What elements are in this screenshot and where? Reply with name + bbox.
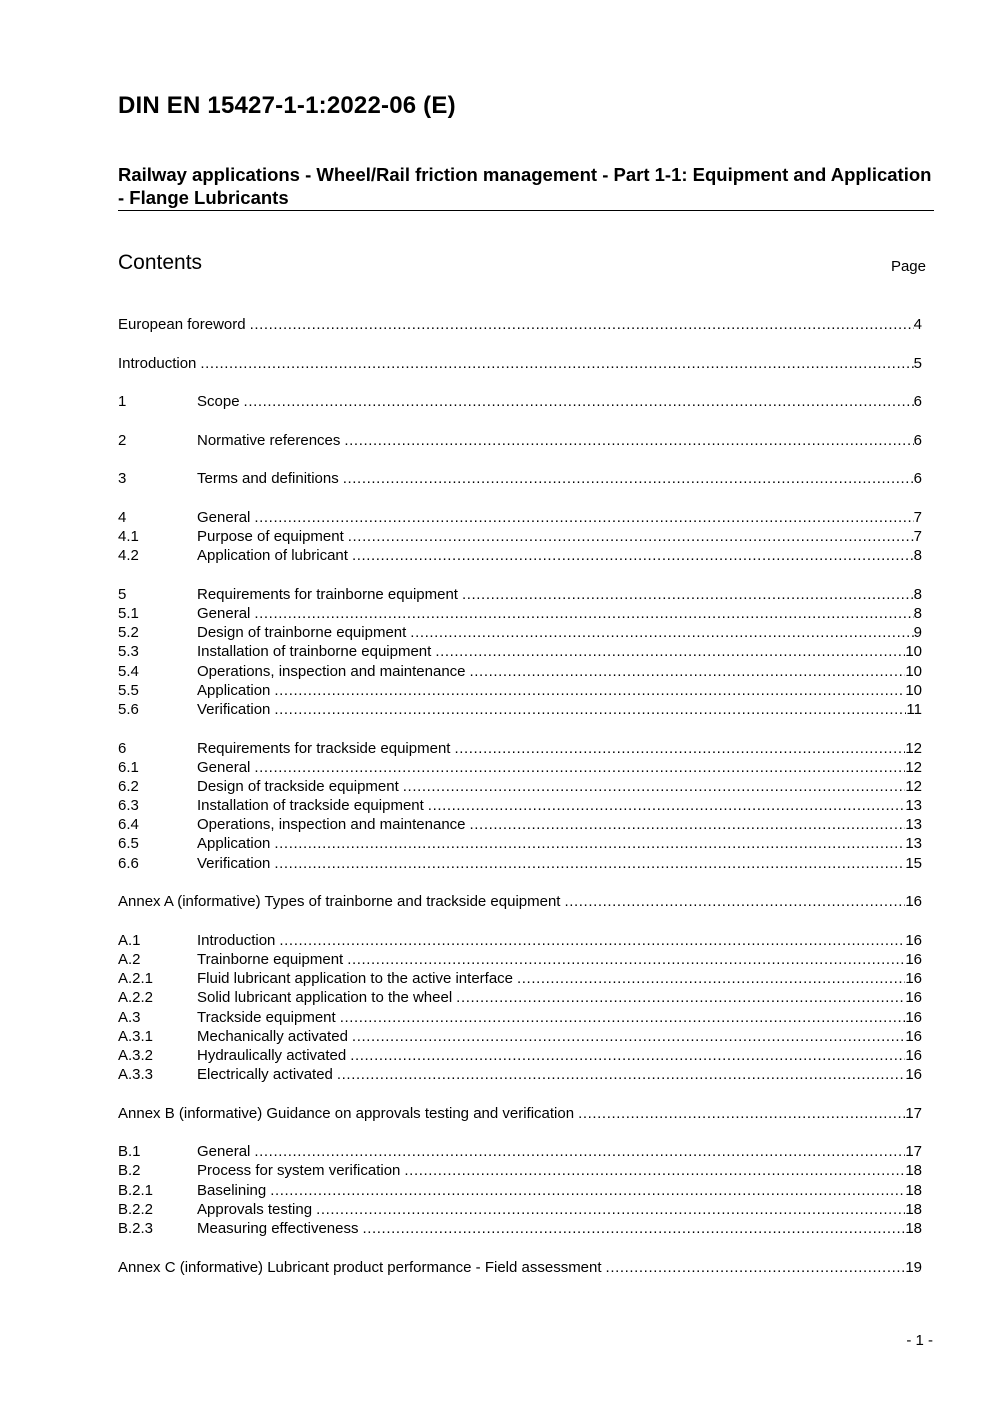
toc-entry-title: Annex A (informative) Types of trainborne and trackside equipment <box>118 893 561 911</box>
toc-entry-page: 17 <box>905 1143 922 1161</box>
toc-entry[interactable] <box>118 1104 922 1123</box>
toc-group <box>118 931 922 1085</box>
toc-entry-page: 16 <box>905 893 922 911</box>
toc-dot-leader <box>250 315 914 334</box>
toc-dot-leader <box>344 431 913 450</box>
toc-entry[interactable] <box>118 1046 922 1065</box>
toc-group <box>118 431 922 450</box>
table-of-contents <box>118 315 922 1296</box>
toc-entry-number: 6.5 <box>118 835 139 853</box>
toc-dot-leader <box>606 1258 906 1277</box>
toc-dot-leader <box>316 1200 905 1219</box>
toc-entry-number: 5.1 <box>118 605 139 623</box>
toc-entry-title: Installation of trainborne equipment <box>197 643 432 661</box>
toc-entry-number: A.2 <box>118 951 141 969</box>
toc-entry-number: 5.3 <box>118 643 139 661</box>
toc-entry[interactable] <box>118 1161 922 1180</box>
toc-entry[interactable] <box>118 431 922 450</box>
toc-dot-leader <box>410 623 913 642</box>
toc-group <box>118 1258 922 1277</box>
toc-entry[interactable] <box>118 527 922 546</box>
toc-entry[interactable] <box>118 758 922 777</box>
toc-dot-leader <box>254 1142 905 1161</box>
toc-entry-number: A.3.2 <box>118 1046 154 1064</box>
toc-entry-page: 16 <box>905 1027 922 1045</box>
toc-entry-page: 9 <box>913 624 922 642</box>
toc-entry-page: 19 <box>905 1258 922 1276</box>
toc-entry-number: A.3.1 <box>118 1027 154 1045</box>
toc-entry-page: 18 <box>905 1220 922 1238</box>
toc-entry-title: Normative references <box>197 431 341 449</box>
toc-entry[interactable] <box>118 315 922 334</box>
toc-entry-title: Requirements for trainborne equipment <box>197 585 458 603</box>
toc-entry[interactable] <box>118 1065 922 1084</box>
toc-entry[interactable] <box>118 1258 922 1277</box>
toc-entry[interactable] <box>118 681 922 700</box>
toc-entry-title: Application of lubricant <box>197 547 348 565</box>
toc-entry-page: 11 <box>906 700 922 718</box>
toc-dot-leader <box>254 604 913 623</box>
toc-entry-number: 4.1 <box>118 528 139 546</box>
toc-entry-page: 16 <box>905 970 922 988</box>
toc-entry-number: 6.3 <box>118 797 139 815</box>
toc-entry-page: 13 <box>905 797 922 815</box>
toc-entry-title: Design of trainborne equipment <box>197 624 407 642</box>
toc-entry[interactable] <box>118 392 922 411</box>
toc-entry-number: A.3 <box>118 1008 141 1026</box>
toc-entry[interactable] <box>118 604 922 623</box>
toc-entry-page: 16 <box>905 989 922 1007</box>
toc-entry[interactable] <box>118 1181 922 1200</box>
toc-entry-number: A.3.3 <box>118 1066 154 1084</box>
toc-dot-leader <box>462 585 914 604</box>
contents-heading: Contents <box>118 251 203 274</box>
toc-entry-title: Trackside equipment <box>197 1008 336 1026</box>
toc-entry-number: 2 <box>118 431 127 449</box>
toc-entry-number: 6.4 <box>118 816 139 834</box>
document-id: DIN EN 15427-1-1:2022-06 (E) <box>118 92 456 119</box>
toc-entry-number: 5.4 <box>118 662 139 680</box>
toc-entry[interactable] <box>118 1219 922 1238</box>
toc-entry-number: B.2 <box>118 1162 141 1180</box>
toc-entry-page: 12 <box>905 739 922 757</box>
toc-entry-number: 6.6 <box>118 854 139 872</box>
toc-entry-page: 13 <box>905 816 922 834</box>
toc-entry-page: 18 <box>905 1181 922 1199</box>
toc-entry-number: 3 <box>118 470 127 488</box>
toc-entry-number: 4.2 <box>118 547 139 565</box>
toc-dot-leader <box>578 1104 905 1123</box>
toc-entry-number: B.1 <box>118 1143 141 1161</box>
toc-dot-leader <box>340 1008 906 1027</box>
toc-entry-page: 15 <box>905 854 922 872</box>
toc-entry-title: Electrically activated <box>197 1066 333 1084</box>
toc-entry-page: 16 <box>905 951 922 969</box>
toc-dot-leader <box>244 392 914 411</box>
toc-group <box>118 892 922 911</box>
toc-entry[interactable] <box>118 642 922 661</box>
toc-entry-title: Verification <box>197 854 271 872</box>
toc-entry[interactable] <box>118 354 922 373</box>
toc-entry-title: Measuring effectiveness <box>197 1220 359 1238</box>
toc-entry-title: Installation of trackside equipment <box>197 797 424 815</box>
toc-dot-leader <box>517 969 905 988</box>
toc-entry-page: 6 <box>913 393 922 411</box>
toc-entry-title: Application <box>197 681 271 699</box>
toc-entry[interactable] <box>118 777 922 796</box>
toc-group <box>118 392 922 411</box>
toc-entry-page: 6 <box>913 470 922 488</box>
toc-entry-title: Operations, inspection and maintenance <box>197 816 466 834</box>
toc-entry-title: General <box>197 508 251 526</box>
toc-entry-page: 12 <box>905 777 922 795</box>
toc-entry-page: 18 <box>905 1200 922 1218</box>
toc-entry[interactable] <box>118 796 922 815</box>
toc-entry[interactable] <box>118 969 922 988</box>
toc-entry-title: Application <box>197 835 271 853</box>
toc-entry-number: 5 <box>118 585 127 603</box>
toc-entry-title: Introduction <box>118 354 197 372</box>
toc-entry-page: 16 <box>905 1066 922 1084</box>
toc-entry-page: 17 <box>905 1104 922 1122</box>
toc-entry-title: Trainborne equipment <box>197 951 344 969</box>
toc-entry-page: 10 <box>905 643 922 661</box>
toc-entry-page: 10 <box>905 662 922 680</box>
toc-entry[interactable] <box>118 815 922 834</box>
toc-entry-title: Mechanically activated <box>197 1027 348 1045</box>
toc-entry-title: Annex B (informative) Guidance on approvals testing and verification <box>118 1104 575 1122</box>
toc-entry-page: 5 <box>913 354 922 372</box>
toc-entry[interactable] <box>118 662 922 681</box>
toc-dot-leader <box>270 1181 905 1200</box>
toc-dot-leader <box>274 681 905 700</box>
document-title: Railway applications - Wheel/Rail friction management - Part 1-1: Equipment and Application - Flange Lubricants <box>118 164 932 208</box>
toc-entry[interactable] <box>118 700 922 719</box>
toc-group <box>118 1142 922 1238</box>
toc-dot-leader <box>200 354 913 373</box>
toc-entry-page: 18 <box>905 1162 922 1180</box>
toc-entry-number: B.2.2 <box>118 1200 154 1218</box>
toc-entry[interactable] <box>118 1142 922 1161</box>
toc-dot-leader <box>362 1219 905 1238</box>
toc-entry-title: Purpose of equipment <box>197 528 344 546</box>
toc-entry[interactable] <box>118 546 922 565</box>
toc-group <box>118 739 922 873</box>
toc-entry[interactable] <box>118 1200 922 1219</box>
toc-entry-number: 4 <box>118 508 127 526</box>
toc-entry-page: 8 <box>913 547 922 565</box>
toc-entry-title: Hydraulically activated <box>197 1046 347 1064</box>
toc-entry[interactable] <box>118 988 922 1007</box>
toc-entry-page: 12 <box>905 758 922 776</box>
toc-entry[interactable] <box>118 1008 922 1027</box>
toc-entry-number: A.2.1 <box>118 970 154 988</box>
toc-entry-page: 7 <box>913 508 922 526</box>
toc-dot-leader <box>403 777 906 796</box>
toc-entry-title: Solid lubricant application to the wheel <box>197 989 453 1007</box>
toc-entry-page: 13 <box>905 835 922 853</box>
toc-entry-number: 6 <box>118 739 127 757</box>
toc-group <box>118 469 922 488</box>
toc-dot-leader <box>343 469 914 488</box>
toc-entry-title: Annex C (informative) Lubricant product performance - Field assessment <box>118 1258 602 1276</box>
toc-entry[interactable] <box>118 931 922 950</box>
toc-entry[interactable] <box>118 739 922 758</box>
toc-entry-title: General <box>197 1143 251 1161</box>
toc-dot-leader <box>470 815 906 834</box>
toc-dot-leader <box>435 642 905 661</box>
toc-dot-leader <box>350 1046 905 1065</box>
toc-entry-title: General <box>197 758 251 776</box>
toc-entry[interactable] <box>118 854 922 873</box>
toc-entry-title: Process for system verification <box>197 1162 401 1180</box>
toc-entry-title: Requirements for trackside equipment <box>197 739 451 757</box>
toc-entry-number: 6.1 <box>118 758 139 776</box>
toc-entry[interactable] <box>118 892 922 911</box>
toc-entry-number: B.2.3 <box>118 1220 154 1238</box>
toc-entry-number: 5.2 <box>118 624 139 642</box>
toc-entry-page: 8 <box>913 605 922 623</box>
toc-dot-leader <box>352 1027 905 1046</box>
toc-entry[interactable] <box>118 469 922 488</box>
toc-entry[interactable] <box>118 623 922 642</box>
toc-dot-leader <box>274 834 905 853</box>
toc-entry-title: Design of trackside equipment <box>197 777 399 795</box>
toc-entry-number: 5.5 <box>118 681 139 699</box>
toc-entry-page: 7 <box>913 528 922 546</box>
toc-entry[interactable] <box>118 508 922 527</box>
toc-entry[interactable] <box>118 1027 922 1046</box>
toc-dot-leader <box>337 1065 905 1084</box>
toc-entry-page: 10 <box>905 681 922 699</box>
toc-entry-number: 5.6 <box>118 700 139 718</box>
toc-dot-leader <box>254 508 913 527</box>
toc-dot-leader <box>352 546 914 565</box>
toc-entry-title: European foreword <box>118 316 246 333</box>
toc-group <box>118 1104 922 1123</box>
toc-dot-leader <box>456 988 905 1007</box>
title-divider <box>118 210 934 211</box>
toc-dot-leader <box>254 758 905 777</box>
toc-entry-title: Terms and definitions <box>197 470 339 488</box>
toc-entry-title: General <box>197 605 251 623</box>
toc-entry-title: Baselining <box>197 1181 267 1199</box>
toc-dot-leader <box>454 739 905 758</box>
toc-group <box>118 508 922 566</box>
toc-dot-leader <box>279 931 905 950</box>
toc-entry-title: Fluid lubricant application to the active interface <box>197 970 514 988</box>
toc-dot-leader <box>274 854 905 873</box>
toc-entry-number: 1 <box>118 393 127 411</box>
toc-entry-title: Verification <box>197 700 271 718</box>
toc-entry-page: 16 <box>905 1008 922 1026</box>
toc-group <box>118 315 922 334</box>
toc-entry[interactable] <box>118 585 922 604</box>
toc-entry-title: Introduction <box>197 931 276 949</box>
toc-dot-leader <box>274 700 906 719</box>
toc-entry[interactable] <box>118 834 922 853</box>
page-number: - 1 - <box>906 1332 933 1349</box>
toc-dot-leader <box>428 796 906 815</box>
toc-entry-number: B.2.1 <box>118 1181 154 1199</box>
toc-entry-title: Approvals testing <box>197 1200 313 1218</box>
toc-entry-title: Operations, inspection and maintenance <box>197 662 466 680</box>
toc-entry-page: 16 <box>905 931 922 949</box>
toc-dot-leader <box>347 950 905 969</box>
toc-entry[interactable] <box>118 950 922 969</box>
toc-dot-leader <box>404 1161 905 1180</box>
toc-entry-page: 8 <box>913 585 922 603</box>
toc-entry-number: A.1 <box>118 931 141 949</box>
page-column-heading: Page <box>890 258 926 275</box>
toc-entry-page: 6 <box>913 431 922 449</box>
toc-entry-title: Scope <box>197 393 240 411</box>
toc-entry-page: 16 <box>905 1046 922 1064</box>
toc-entry-page: 4 <box>913 316 922 333</box>
toc-entry-number: A.2.2 <box>118 989 154 1007</box>
toc-entry-number: 6.2 <box>118 777 139 795</box>
toc-group <box>118 585 922 719</box>
toc-dot-leader <box>348 527 914 546</box>
toc-group <box>118 354 922 373</box>
toc-dot-leader <box>470 662 906 681</box>
toc-dot-leader <box>564 892 905 911</box>
